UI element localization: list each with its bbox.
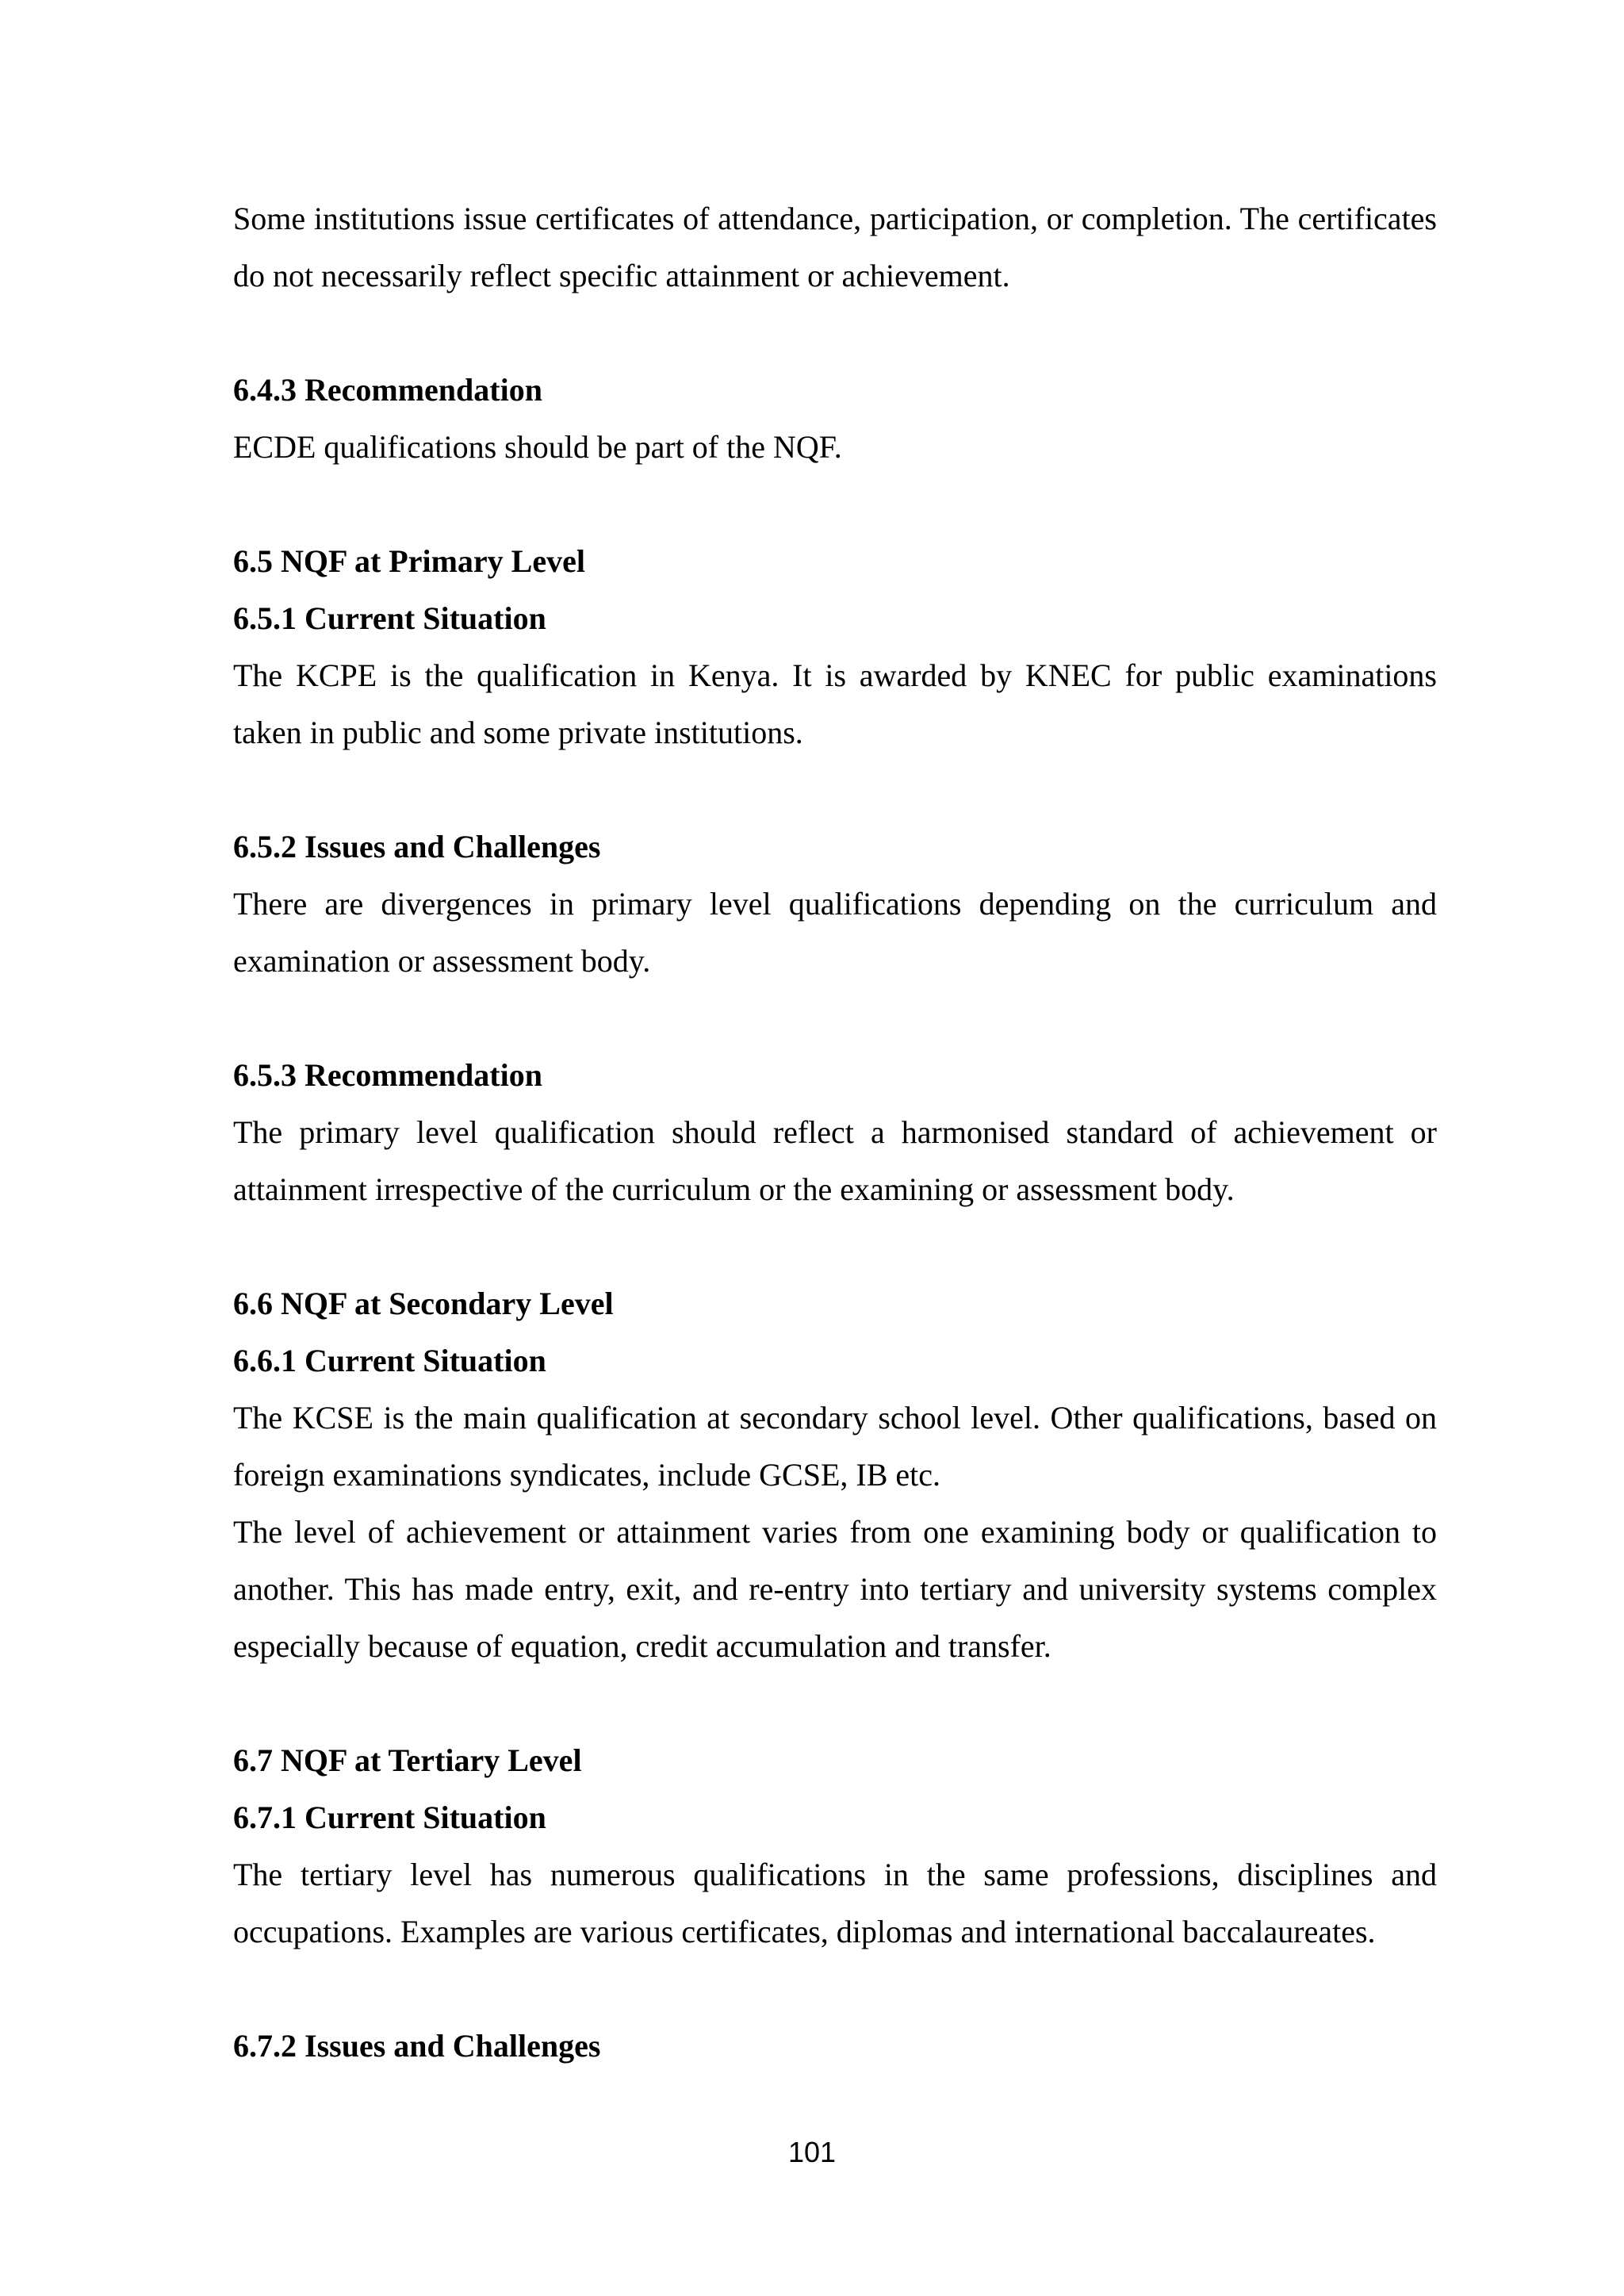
section-title: NQF at Primary Level: [281, 543, 585, 579]
section-title: Current Situation: [304, 1343, 546, 1378]
paragraph-spacer: [233, 305, 1437, 362]
section-heading: [233, 1047, 1437, 1104]
paragraph-spacer: [233, 761, 1437, 818]
section-number: 6.6.1: [233, 1343, 297, 1378]
section-title: Issues and Challenges: [304, 829, 601, 864]
paragraph-spacer: [233, 1961, 1437, 2018]
body-paragraph: The KCSE is the main qualification at secondary school level. Other qualifications, based on foreign examinations syndicates, include GCSE, IB etc.: [233, 1400, 1437, 1493]
paragraph-spacer: [233, 1675, 1437, 1732]
section-title: Issues and Challenges: [304, 2028, 601, 2064]
body-paragraph: There are divergences in primary level qualifications depending on the curriculum and examination or assessment body.: [233, 886, 1437, 979]
section-number: 6.5.1: [233, 600, 297, 636]
section-heading: [233, 533, 1437, 590]
paragraph-spacer: [233, 990, 1437, 1047]
section-title: NQF at Tertiary Level: [281, 1742, 582, 1778]
section-heading: [233, 1332, 1437, 1389]
section-number: 6.7.2: [233, 2028, 297, 2064]
section-heading: [233, 362, 1437, 419]
paragraph-spacer: [233, 1218, 1437, 1275]
body-paragraph: The primary level qualification should reflect a harmonised standard of achievement or attainment irrespective of the curriculum or the examining or assessment body.: [233, 1114, 1437, 1207]
section-number: 6.6: [233, 1286, 273, 1321]
section-heading: [233, 1732, 1437, 1789]
section-heading: [233, 2018, 1437, 2075]
section-number: 6.5.3: [233, 1057, 297, 1093]
section-heading: [233, 1275, 1437, 1332]
section-title: Recommendation: [304, 1057, 542, 1093]
section-number: 6.5.2: [233, 829, 297, 864]
section-heading: [233, 590, 1437, 647]
page-number: 101: [787, 2136, 837, 2168]
section-heading: [233, 818, 1437, 876]
document-body: [233, 190, 1437, 2075]
body-paragraph: ECDE qualifications should be part of the NQF.: [233, 429, 842, 465]
body-paragraph: The tertiary level has numerous qualifications in the same professions, disciplines and occupations. Examples are various certificates, diplomas and international baccalaureates.: [233, 1857, 1437, 1949]
body-paragraph: The level of achievement or attainment varies from one examining body or qualification to another. This has made entry, exit, and re-entry into tertiary and university systems complex especially because of equation, credit accumulation and transfer.: [233, 1514, 1437, 1664]
section-heading: [233, 1789, 1437, 1846]
section-number: 6.7.1: [233, 1800, 297, 1835]
body-paragraph: The KCPE is the qualification in Kenya. It is awarded by KNEC for public examinations taken in public and some private institutions.: [233, 657, 1437, 750]
section-number: 6.5: [233, 543, 273, 579]
paragraph-spacer: [233, 476, 1437, 533]
section-title: Recommendation: [304, 372, 542, 408]
section-title: NQF at Secondary Level: [281, 1286, 614, 1321]
section-number: 6.7: [233, 1742, 273, 1778]
section-number: 6.4.3: [233, 372, 297, 408]
body-paragraph: Some institutions issue certificates of attendance, participation, or completion. The certificates do not necessarily reflect specific attainment or achievement.: [233, 201, 1437, 293]
section-title: Current Situation: [304, 1800, 546, 1835]
section-title: Current Situation: [304, 600, 546, 636]
